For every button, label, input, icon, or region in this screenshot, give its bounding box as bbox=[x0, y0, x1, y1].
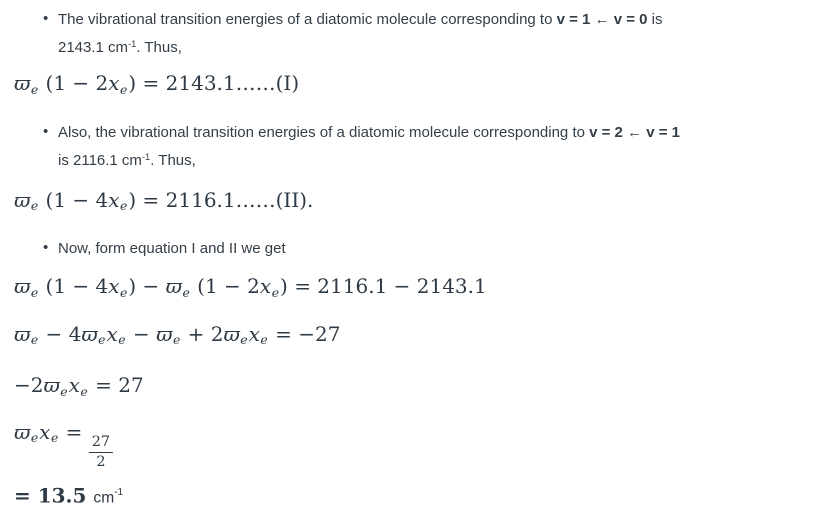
bullet-item-transition-2 bbox=[14, 121, 808, 173]
equation-II: ϖe (1 − 4xe) = 2116.1……(II). bbox=[14, 187, 314, 214]
equation-I: ϖe (1 − 2xe) = 2143.1……(I) bbox=[14, 71, 300, 97]
bullet-item-combine bbox=[14, 237, 808, 261]
equation-simplified: −2ϖexe = 27 bbox=[14, 373, 144, 399]
solution-content bbox=[14, 8, 808, 512]
equation-fraction: ϖexe = $\frac{27}{2}$ bbox=[14, 418, 808, 471]
bullet-text: The vibrational transition energies of a diatomic molecule corresponding to v = 1 ← v = 0 is 2143.1 $cm^{-1}$. Thus, bbox=[58, 11, 663, 57]
equation-result: = 13.5 $cm^{-1}$ bbox=[14, 483, 124, 508]
bullet-text: Also, the vibrational transition energies of a diatomic molecule corresponding to v = 2 ← v = 1 is 2116.1 $cm^{-1}$. Thus, bbox=[58, 123, 681, 169]
bullet-marker: • bbox=[43, 239, 49, 257]
equation-difference: ϖe (1 − 4xe) − ϖe (1 − 2xe) = 2116.1 − 2143.1 bbox=[14, 274, 487, 300]
bullet-marker: • bbox=[43, 10, 49, 27]
bullet-item-transition-1 bbox=[14, 8, 808, 60]
bullet-marker: • bbox=[43, 122, 49, 140]
equation-expanded: ϖe − 4ϖexe − ϖe + 2ϖexe = −27 bbox=[14, 321, 341, 348]
bullet-text: Now, form equation I and II we get bbox=[58, 240, 286, 258]
